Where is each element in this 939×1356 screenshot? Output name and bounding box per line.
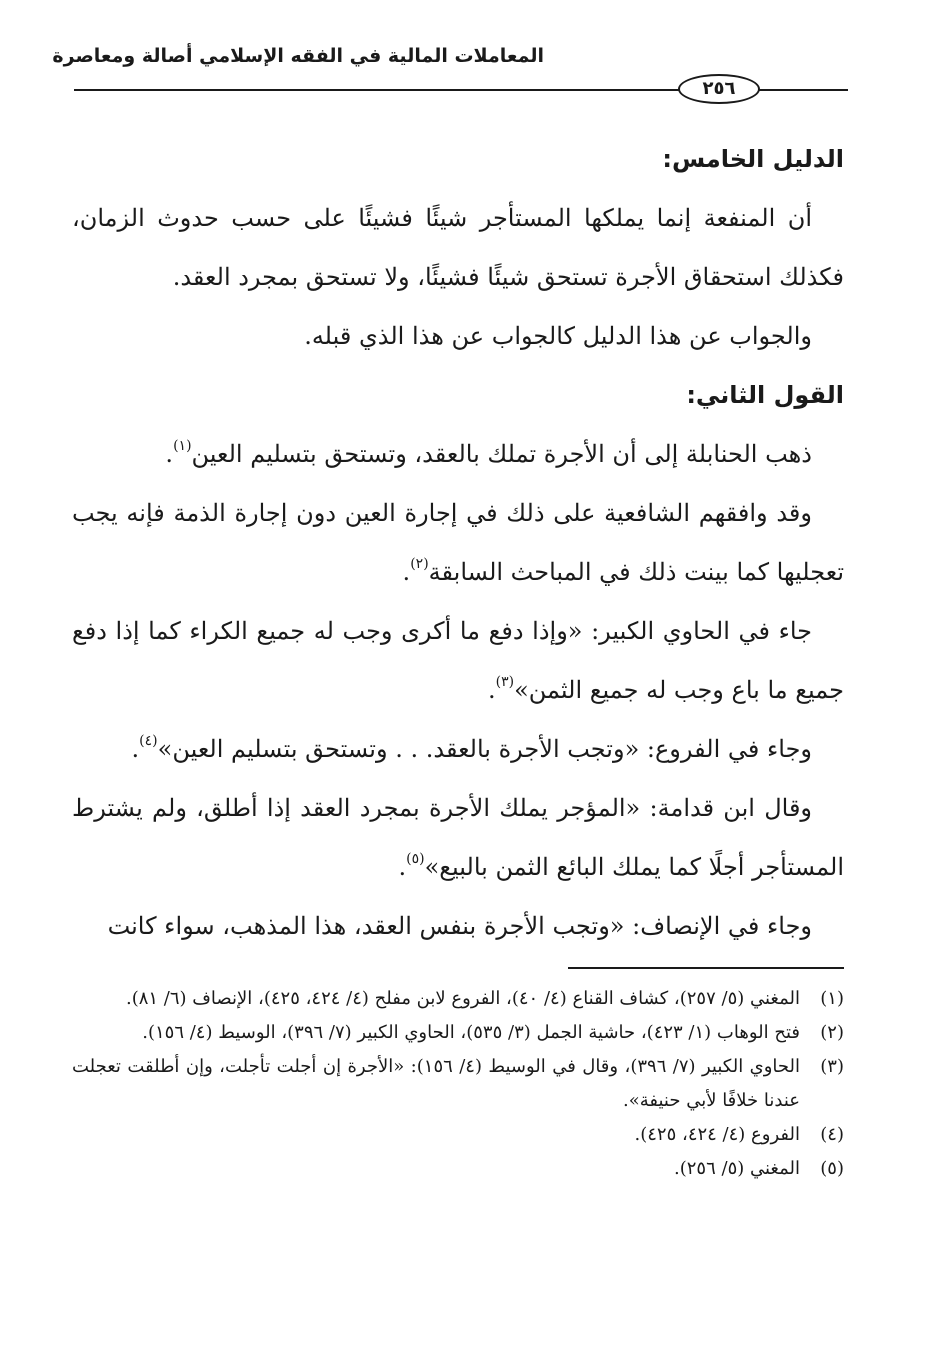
footnote-number: (٢)	[820, 1022, 844, 1043]
section-heading-second-opinion: القول الثاني:	[686, 381, 844, 409]
main-text	[72, 130, 844, 956]
footnote-text: المغني (٥/ ٢٥٦).	[674, 1158, 800, 1179]
footnote-text: الحاوي الكبير (٧/ ٣٩٦)، وقال في الوسيط (٤/ ١٥٦): «الأجرة إن أجلت تأجلت، وإن أطلقت تعجلت عندنا خلافًا لأبي حنيفة».	[72, 1056, 801, 1111]
footnote-text: الفروع (٤/ ٤٢٤، ٤٢٥).	[634, 1124, 800, 1145]
footnote-item	[72, 1152, 844, 1186]
page-number: ٢٥٦	[678, 74, 760, 104]
paragraph-7	[72, 779, 844, 897]
footnote-ref-3[interactable]: (٣)	[495, 674, 515, 690]
paragraph-3	[72, 425, 844, 484]
footnote-item	[72, 1050, 844, 1118]
footnotes	[72, 982, 844, 1186]
paragraph-4	[72, 484, 844, 602]
footnote-text: فتح الوهاب (١/ ٤٢٣)، حاشية الجمل (٣/ ٥٣٥)، الحاوي الكبير (٧/ ٣٩٦)، الوسيط (٤/ ١٥٦).	[142, 1022, 800, 1043]
paragraph-5-end: .	[487, 676, 496, 704]
paragraph-2: والجواب عن هذا الدليل كالجواب عن هذا الذي قبله.	[304, 322, 812, 350]
footnote-number: (٣)	[820, 1056, 844, 1077]
paragraph-8: وجاء في الإنصاف: «وتجب الأجرة بنفس العقد، هذا المذهب، سواء كانت	[107, 912, 812, 940]
footnote-text: المغني (٥/ ٢٥٧)، كشاف القناع (٤/ ٤٠)، الفروع لابن مفلح (٤/ ٤٢٤، ٤٢٥)، الإنصاف (٦/ ٨١).	[125, 988, 800, 1009]
paragraph-4-end: .	[402, 558, 411, 586]
paragraph-6-end: .	[131, 735, 140, 763]
paragraph-5-text: جاء في الحاوي الكبير: «وإذا دفع ما أكرى وجب له جميع الكراء كما إذا دفع جميع ما باع وجب له جميع الثمن»	[72, 617, 844, 704]
paragraph-1: أن المنفعة إنما يملكها المستأجر شيئًا فشيئًا على حسب حدوث الزمان، فكذلك استحقاق الأجرة تستحق شيئًا فشيئًا، ولا تستحق بمجرد العقد.	[72, 204, 844, 291]
footnote-separator	[568, 967, 844, 969]
paragraph-7-text: وقال ابن قدامة: «المؤجر يملك الأجرة بمجرد العقد إذا أطلق، ولم يشترط المستأجر أجلًا كما يملك البائع الثمن بالبيع»	[72, 794, 844, 881]
footnote-ref-5[interactable]: (٥)	[406, 851, 425, 867]
footnote-ref-1[interactable]: (١)	[173, 438, 192, 454]
footnote-item	[72, 1016, 844, 1050]
section-heading-fifth-evidence: الدليل الخامس:	[662, 145, 844, 173]
paragraph-3-end: .	[165, 440, 174, 468]
running-header-title: المعاملات المالية في الفقه الإسلامي أصالة ومعاصرة	[52, 45, 544, 67]
paragraph-7-end: .	[398, 853, 407, 881]
paragraph-6-text: وجاء في الفروع: «وتجب الأجرة بالعقد. . . وتستحق بتسليم العين»	[157, 735, 812, 763]
paragraph-5	[72, 602, 844, 720]
footnote-number: (٥)	[820, 1158, 844, 1179]
paragraph-6	[72, 720, 844, 779]
paragraph-3-text: ذهب الحنابلة إلى أن الأجرة تملك بالعقد، وتستحق بتسليم العين	[191, 440, 812, 468]
paragraph-4-text: وقد وافقهم الشافعية على ذلك في إجارة العين دون إجارة الذمة فإنه يجب تعجليها كما بينت ذلك في المباحث السابقة	[72, 499, 844, 586]
footnote-ref-2[interactable]: (٢)	[410, 556, 429, 572]
footnote-item	[72, 982, 844, 1016]
footnote-number: (٤)	[820, 1124, 844, 1145]
footnote-item	[72, 1118, 844, 1152]
footnote-number: (١)	[820, 988, 844, 1009]
footnote-ref-4[interactable]: (٤)	[139, 733, 158, 749]
